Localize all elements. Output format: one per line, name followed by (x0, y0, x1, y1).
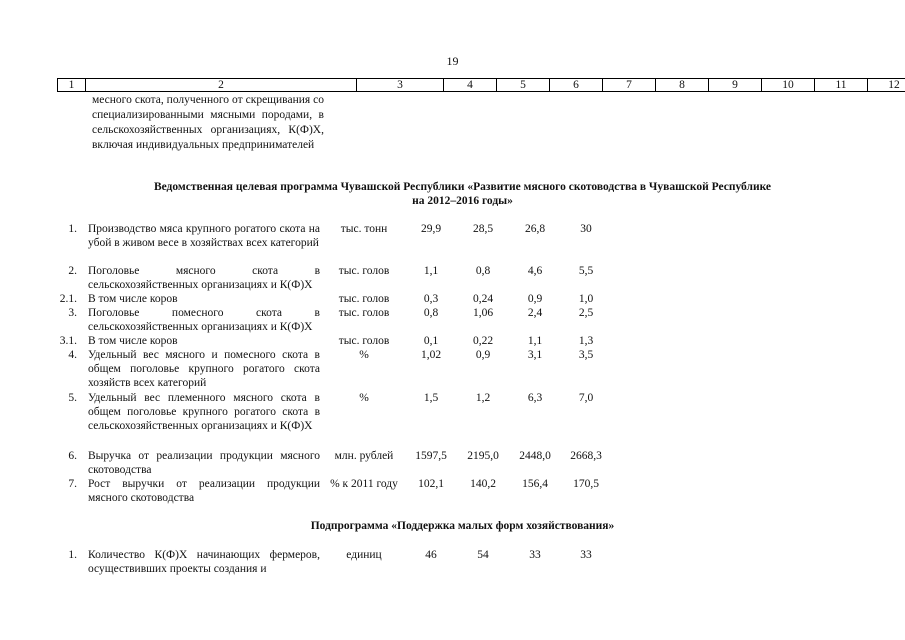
row-value-col7: 1,0 (578, 293, 594, 305)
row-number: 1. (68, 549, 77, 561)
row-number: 4. (68, 349, 77, 361)
row-value-col7: 1,3 (578, 335, 594, 347)
row-value-col7: 170,5 (573, 478, 599, 490)
column-header-11: 11 (815, 79, 868, 92)
row-unit: % к 2011 году (330, 478, 398, 490)
section1-title-line2: на 2012–2016 годы» (412, 195, 513, 207)
row-unit: тыс. голов (338, 293, 390, 305)
row-value-col5: 54 (477, 549, 489, 561)
row-value-col4: 1597,5 (415, 450, 447, 462)
row-value-col6: 2448,0 (519, 450, 551, 462)
column-header-4: 4 (444, 79, 497, 92)
column-header-6: 6 (550, 79, 603, 92)
column-header-row (58, 79, 905, 92)
row-number: 3. (68, 307, 77, 319)
row-value-col4: 1,5 (423, 392, 439, 404)
column-header-9: 9 (709, 79, 762, 92)
section1-title (90, 180, 835, 208)
row-number: 5. (68, 392, 77, 404)
row-indicator: В том числе коров (88, 335, 178, 347)
row-number: 2.1. (59, 293, 77, 305)
row-number: 2. (68, 265, 77, 277)
row-value-col4: 1,02 (420, 349, 442, 361)
row-number: 3.1. (59, 335, 77, 347)
column-header-5: 5 (497, 79, 550, 92)
row-value-col5: 0,9 (475, 349, 491, 361)
row-unit: млн. рублей (334, 450, 394, 462)
row-value-col5: 2195,0 (467, 450, 499, 462)
section1-title-line1: Ведомственная целевая программа Чувашской Республики «Развитие мясного скотоводства в Чувашской Республике (153, 181, 772, 193)
row-unit: тыс. голов (338, 335, 390, 347)
row-value-col7: 2668,3 (570, 450, 602, 462)
row-value-col7: 3,5 (578, 349, 594, 361)
row-value-col7: 5,5 (578, 265, 594, 277)
row-value-col7: 30 (580, 223, 592, 235)
row-indicator: Выручка от реализации продукции мясного скотоводства (88, 450, 320, 476)
row-value-col4: 0,1 (423, 335, 439, 347)
row-value-col5: 0,8 (475, 265, 491, 277)
column-header-12: 12 (868, 79, 905, 92)
row-number: 6. (68, 450, 77, 462)
row-value-col4: 1,1 (423, 265, 439, 277)
row-value-col6: 3,1 (527, 349, 543, 361)
row-value-col6: 2,4 (527, 307, 543, 319)
row-value-col5: 28,5 (472, 223, 494, 235)
row-indicator: В том числе коров (88, 293, 178, 305)
row-value-col5: 1,06 (472, 307, 494, 319)
row-value-col6: 4,6 (527, 265, 543, 277)
row-value-col7: 2,5 (578, 307, 594, 319)
row-number: 1. (68, 223, 77, 235)
column-header-1: 1 (58, 79, 86, 92)
page-number: 19 (446, 54, 459, 68)
row-value-col5: 0,24 (472, 293, 494, 305)
row-unit: % (359, 349, 369, 361)
row-value-col4: 0,3 (423, 293, 439, 305)
row-value-col6: 26,8 (524, 223, 546, 235)
row-unit: тыс. голов (338, 265, 390, 277)
row-value-col6: 0,9 (527, 293, 543, 305)
row-indicator: Количество К(Ф)Х начинающих фермеров, осуществивших проекты создания и (88, 549, 320, 575)
column-header-10: 10 (762, 79, 815, 92)
column-header-3: 3 (357, 79, 444, 92)
column-header-2: 2 (86, 79, 357, 92)
row-value-col4: 29,9 (420, 223, 442, 235)
row-unit: % (359, 392, 369, 404)
row-indicator: Удельный вес мясного и помесного скота в общем поголовье крупного рогатого скота хозяйств всех категорий (88, 349, 320, 389)
row-value-col5: 0,22 (472, 335, 494, 347)
row-value-col5: 140,2 (470, 478, 496, 490)
row-value-col5: 1,2 (475, 392, 491, 404)
row-indicator: Поголовье мясного скота в сельскохозяйственных организациях и К(Ф)Х (88, 265, 320, 291)
row-unit: тыс. тонн (340, 223, 388, 235)
row-value-col4: 102,1 (418, 478, 444, 490)
row-value-col6: 33 (529, 549, 541, 561)
row-value-col6: 1,1 (527, 335, 543, 347)
section2-title: Подпрограмма «Поддержка малых форм хозяйствования» (310, 520, 615, 532)
row-unit: тыс. голов (338, 307, 390, 319)
row-value-col7: 33 (580, 549, 592, 561)
column-header-table (57, 78, 905, 92)
row-indicator: Рост выручки от реализации продукции мясного скотоводства (88, 478, 320, 504)
row-number: 7. (68, 478, 77, 490)
row-value-col7: 7,0 (578, 392, 594, 404)
column-header-7: 7 (603, 79, 656, 92)
row-value-col6: 156,4 (522, 478, 548, 490)
row-indicator: Производство мяса крупного рогатого скота на убой в живом весе в хозяйствах всех категорий (88, 223, 320, 249)
row-indicator: Поголовье помесного скота в сельскохозяйственных организациях и К(Ф)Х (88, 307, 320, 333)
row-value-col4: 46 (425, 549, 437, 561)
row-indicator: Удельный вес племенного мясного скота в общем поголовье крупного рогатого скота в сельскохозяйственных организациях и К(Ф)Х (88, 392, 320, 432)
row-unit: единиц (346, 549, 382, 561)
row-value-col4: 0,8 (423, 307, 439, 319)
column-header-8: 8 (656, 79, 709, 92)
continuation-text: месного скота, полученного от скрещивания со специализированными мясными породами, в сельскохозяйственных организациях, К(Ф)Х, включая индивидуальных предпринимателей (92, 94, 324, 151)
row-value-col6: 6,3 (527, 392, 543, 404)
